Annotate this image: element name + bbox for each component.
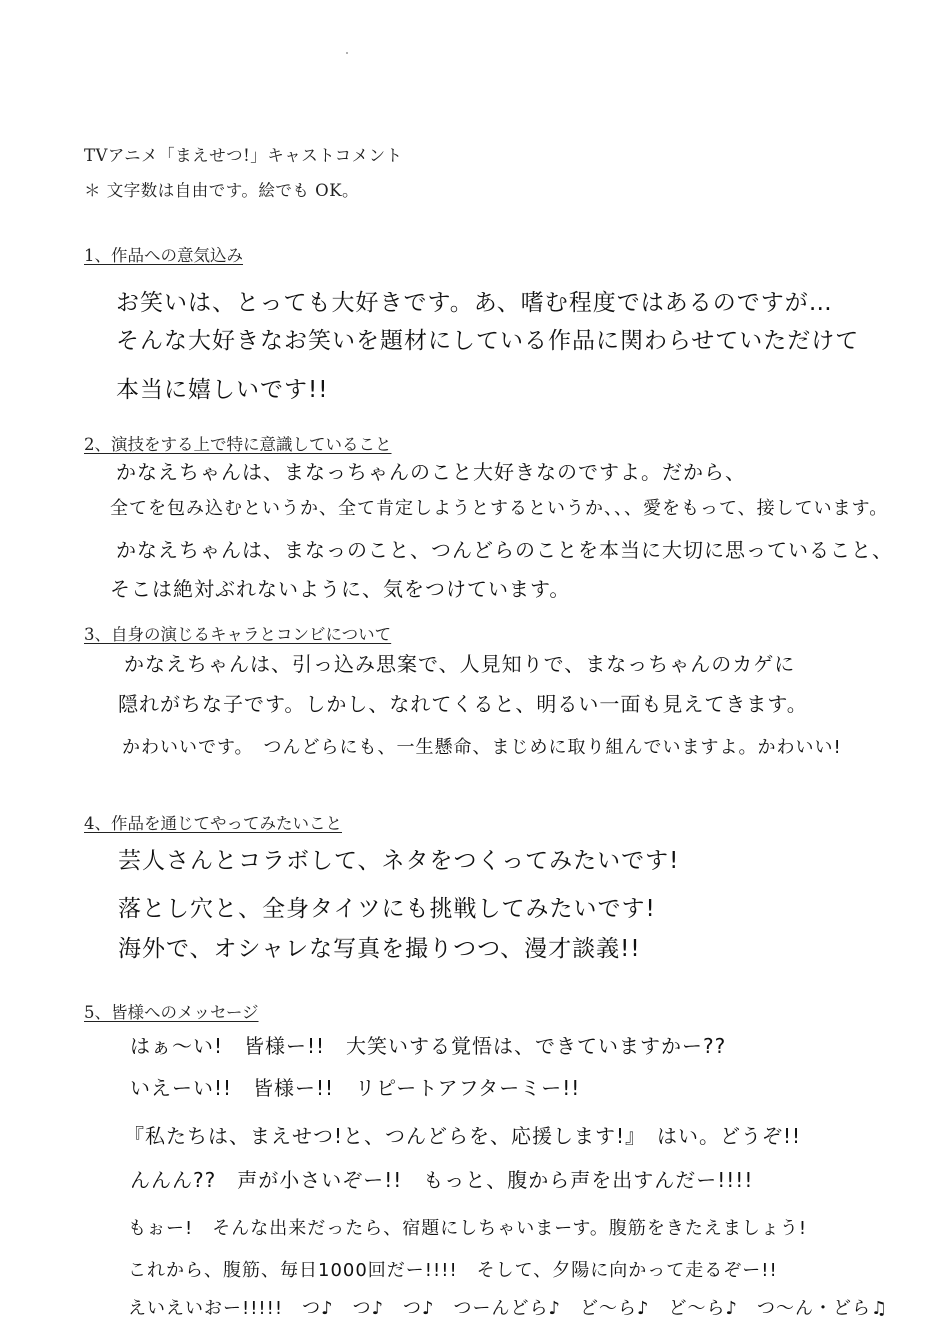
section-3-line-3: かわいいです。 つんどらにも、一生懸命、まじめに取り組んでいますよ。かわいい!: [122, 737, 842, 758]
section-3-line-2: 隠れがちな子です。しかし、なれてくると、明るい一面も見えてきます。: [118, 692, 808, 716]
section-2-line-1: かなえちゃんは、まなっちゃんのこと大好きなのですよ。だから、: [116, 460, 746, 484]
section-2-line-2: 全てを包み込むというか、全て肯定しようとするというか、、、愛をもって、接しています。: [110, 498, 889, 519]
scan-speck: [346, 52, 348, 54]
section-4-line-3: 海外で、オシャレな写真を撮りつつ、漫才談義!!: [118, 936, 641, 962]
section-4-heading: 4、作品を通じてやってみたいこと: [84, 814, 342, 833]
section-1-heading: 1、作品への意気込み: [84, 246, 243, 265]
section-5-line-3: 『私たちは、まえせつ!と、つんどらを、応援します!』 はい。どうぞ!!: [124, 1124, 802, 1148]
section-5-line-4: んんん?? 声が小さいぞー!! もっと、腹から声を出すんだー!!!!: [130, 1168, 754, 1192]
section-2-line-4: そこは絶対ぶれないように、気をつけています。: [110, 577, 571, 601]
section-2-heading: 2、演技をする上で特に意識していること: [84, 435, 392, 454]
section-5-line-1: はぁ〜い! 皆様ー!! 大笑いする覚悟は、できていますかー??: [130, 1034, 727, 1058]
section-5-heading: 5、皆様へのメッセージ: [84, 1003, 259, 1022]
section-4-line-2: 落とし穴と、全身タイツにも挑戦してみたいです!: [118, 896, 656, 922]
section-3-line-1: かなえちゃんは、引っ込み思案で、人見知りで、まなっちゃんのカゲに: [124, 652, 796, 676]
section-5-line-7: えいえいおー!!!!! つ♪ つ♪ つ♪ つーんどら♪ ど〜ら♪ ど〜ら♪ つ〜ん・どら♫: [128, 1298, 889, 1319]
section-5-line-5: もぉー! そんな出来だったら、宿題にしちゃいまーす。腹筋をきたえましょう!: [128, 1218, 808, 1239]
section-1-line-3: 本当に嬉しいです!!: [116, 377, 329, 403]
section-3-heading: 3、自身の演じるキャラとコンビについて: [84, 625, 392, 644]
document-title: TVアニメ「まえせつ!」キャストコメント: [84, 146, 403, 165]
section-4-line-1: 芸人さんとコラボして、ネタをつくってみたいです!: [118, 848, 680, 874]
section-1-line-2: そんな大好きなお笑いを題材にしている作品に関わらせていただけて: [116, 328, 860, 354]
section-2-line-3: かなえちゃんは、まなっのこと、つんどらのことを本当に大切に思っていること、: [116, 538, 893, 562]
section-5-line-6: これから、腹筋、毎日1000回だー!!!! そして、夕陽に向かって走るぞー!!: [128, 1260, 778, 1281]
document-note: ＊ 文字数は自由です。絵でも OK。: [84, 181, 360, 200]
section-5-line-2: いえーい!! 皆様ー!! リピートアフターミー!!: [130, 1076, 581, 1100]
section-1-line-1: お笑いは、とっても大好きです。あ、嗜む程度ではあるのですが…: [116, 290, 833, 316]
